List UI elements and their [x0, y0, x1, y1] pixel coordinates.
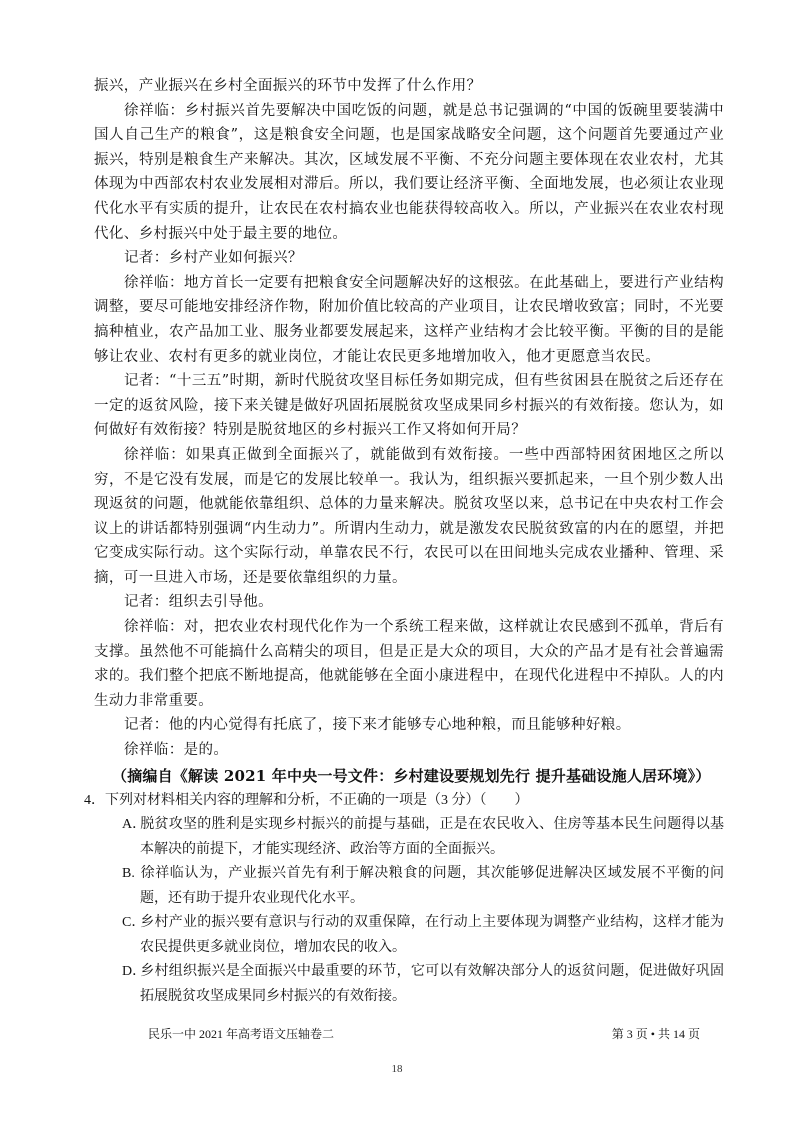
- paragraph: 徐祥临：乡村振兴首先要解决中国吃饭的问题，就是总书记强调的“中国的饭碗里要装满中国人自己生产的粮食”，这是粮食安全问题，也是国家战略安全问题，这个问题首先要通过产业振兴，特别是粮食生产来解决。其次，区域发展不平衡、不充分问题主要体现在农业农村，尤其体现为中西部农村农业发展相对滞后。所以，我们要让经济平衡、全面地发展，也必须让农业现代化水平有实质的提升，让农民在农村搞农业也能获得较高收入。所以，产业振兴在农业农村现代化、乡村振兴中处于最主要的地位。: [94, 102, 724, 242]
- option-d: [94, 960, 724, 1009]
- option-letter: C．: [122, 915, 146, 931]
- paragraph: 徐祥临：是的。: [124, 742, 229, 759]
- paragraph: 振兴，产业振兴在乡村全面振兴的环节中发挥了什么作用？: [94, 78, 482, 94]
- page-footer: [148, 1025, 700, 1042]
- option-b: [94, 862, 724, 911]
- option-text: 脱贫攻坚的胜利是实现乡村振兴的前提与基础，正是在农民收入、住房等基本民生问题得以基本解决的前提下，才能实现经济、政治等方面的全面振兴。: [140, 817, 724, 857]
- option-text: 徐祥临认为，产业振兴首先有利于解决粮食的问题，其次能够促进解决区域发展不平衡的问题，还有助于提升农业现代化水平。: [140, 866, 724, 906]
- footer-page-info: 第 3 页 • 共 14 页: [611, 1027, 700, 1041]
- paragraph: 徐祥临：对，把农业农村现代化作为一个系统工程来做，这样就让农民感到不孤单，背后有支撑。虽然他不可能搞什么高精尖的项目，但是正是大众的项目，大众的产品才是有社会普遍需求的。我们整个把底不断地提高，他就能够在全面小康进程中，在现代化进程中不掉队。人的内生动力非常重要。: [94, 619, 724, 709]
- paragraph: 记者：他的内心觉得有托底了，接下来才能够专心地种粮，而且能够种好粮。: [124, 717, 631, 734]
- article-body: [84, 74, 724, 1009]
- option-text: 乡村产业的振兴要有意识与行动的双重保障，在行动上主要体现为调整产业结构，这样才能为农民提供更多就业岗位，增加农民的收入。: [140, 915, 724, 955]
- question-4: [84, 789, 724, 1010]
- paragraph: 徐祥临：地方首长一定要有把粮食安全问题解决好的这根弦。在此基础上，要进行产业结构调整，要尽可能地安排经济作物，附加价值比较高的产业项目，让农民增收致富；同时，不光要搞种植业，农产品加工业、服务业都要发展起来，这样产业结构才会比较平衡。平衡的目的是能够让农业、农村有更多的就业岗位，才能让农民更多地增加收入，他才更愿意当农民。: [94, 274, 724, 365]
- option-letter: D．: [122, 964, 147, 980]
- paragraph: 记者：乡村产业如何振兴？: [124, 250, 303, 267]
- page-number: 18: [391, 1063, 403, 1075]
- question-stem: 4．下列对材料相关内容的理解和分析，不正确的一项是（3 分）（ ）: [84, 792, 529, 808]
- paragraph: 记者：“十三五”时期，新时代脱贫攻坚目标任务如期完成，但有些贫困县在脱贫之后还存在一定的返贫风险，接下来关键是做好巩固拓展脱贫攻坚成果同乡村振兴的有效衔接。您认为，如何做好有效衔接？特别是脱贫地区的乡村振兴工作又将如何开局？: [94, 373, 724, 439]
- footer-exam-title: 民乐一中 2021 年高考语文压轴卷二: [148, 1027, 335, 1041]
- option-letter: A．: [122, 817, 147, 833]
- paragraph: 徐祥临：如果真正做到全面振兴了，就能做到有效衔接。一些中西部特困贫困地区之所以穷，不是它没有发展，而是它的发展比较单一。我认为，组织振兴要抓起来，一旦个别少数人出现返贫的问题，他就能依靠组织、总体的力量来解决。脱贫攻坚以来，总书记在中央农村工作会议上的讲话都特别强调“内生动力”。所谓内生动力，就是激发农民脱贫致富的内在的愿望，并把它变成实际行动。这个实际行动，单靠农民不行，农民可以在田间地头完成农业播种、管理、采摘，可一旦进入市场，还是要依靠组织的力量。: [94, 446, 724, 586]
- option-c: [94, 911, 724, 960]
- option-a: [94, 813, 724, 862]
- option-text: 乡村组织振兴是全面振兴中最重要的环节，它可以有效解决部分人的返贫问题，促进做好巩固拓展脱贫攻坚成果同乡村振兴的有效衔接。: [140, 964, 724, 1004]
- source-citation: （摘编自《解读 2021 年中央一号文件：乡村建设要规划先行 提升基础设施人居环境》）: [112, 766, 711, 785]
- option-letter: B.: [122, 866, 135, 882]
- paragraph: 记者：组织去引导他。: [124, 594, 273, 611]
